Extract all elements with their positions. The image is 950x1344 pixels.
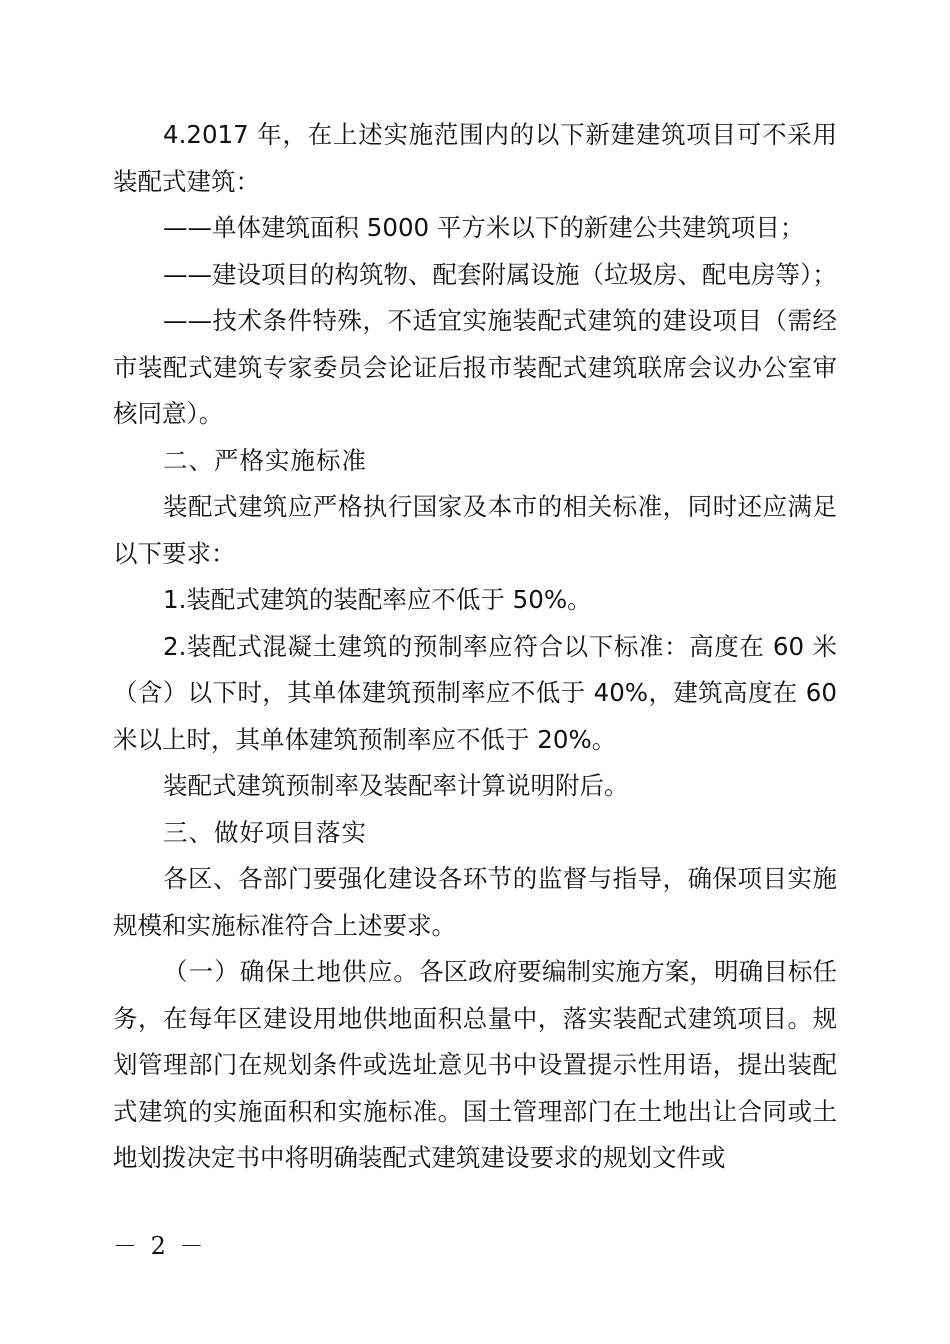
paragraph-exemption-intro: 4.2017 年，在上述实施范围内的以下新建建筑项目可不采用装配式建筑： (113, 120, 837, 196)
section-heading-standards: 二、严格实施标准 (163, 445, 367, 475)
document-body (113, 112, 837, 1182)
paragraph-assembly-rate: 1.装配式建筑的装配率应不低于 50%。 (163, 585, 592, 614)
paragraph-land-supply-text: 各区政府要编制实施方案，明确目标任务，在每年区建设用地供地面积总量中，落实装配式建筑项目。规划管理部门在规划条件或选址意见书中设置提示性用语，提出装配式建筑的实施面积和实施标准。国土管理部门在土地出让合同或土地划拨决定书中将明确装配式建筑建设要求的规划文件或 (113, 957, 838, 1172)
paragraph-exemption-public-building: ——单体建筑面积 5000 平方米以下的新建公共建筑项目； (163, 213, 805, 242)
paragraph-standards-intro: 装配式建筑应严格执行国家及本市的相关标准，同时还应满足以下要求： (113, 492, 837, 568)
page-number: － 2 － (113, 1232, 207, 1260)
paragraph-land-supply (113, 949, 837, 1182)
paragraph-exemption-special: ——技术条件特殊，不适宜实施装配式建筑的建设项目（需经市装配式建筑专家委员会论证后报市装配式建筑联席会议办公室审核同意）。 (113, 306, 837, 428)
paragraph-calculation-note: 装配式建筑预制率及装配率计算说明附后。 (163, 771, 629, 800)
section-heading-implementation: 三、做好项目落实 (163, 817, 367, 847)
paragraph-exemption-auxiliary: ——建设项目的构筑物、配套附属设施（垃圾房、配电房等）； (163, 259, 837, 289)
subsection-lead-land-supply: （一）确保土地供应。 (163, 957, 419, 986)
paragraph-prefab-rate: 2.装配式混凝土建筑的预制率应符合以下标准：高度在 60 米（含）以下时，其单体建筑预制率应不低于 40%，建筑高度在 60 米以上时，其单体建筑预制率应不低于 20%。 (113, 631, 837, 754)
paragraph-implementation-intro: 各区、各部门要强化建设各环节的监督与指导，确保项目实施规模和实施标准符合上述要求。 (113, 864, 837, 940)
